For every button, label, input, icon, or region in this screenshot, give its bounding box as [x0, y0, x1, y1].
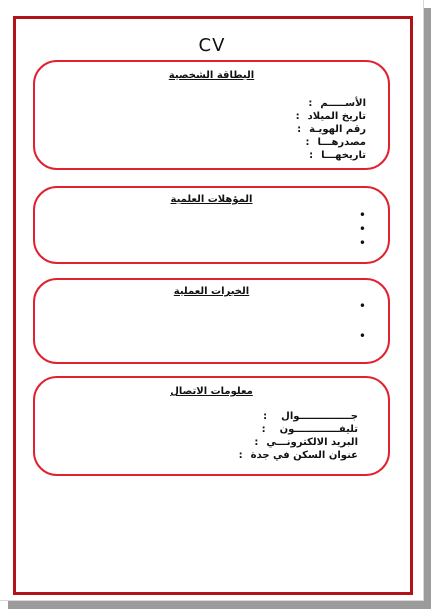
personal-info-section	[33, 60, 390, 170]
contact-heading: معلومات الاتصال	[170, 386, 253, 397]
qualification-bullet: •	[358, 208, 366, 222]
cv-title: CV	[198, 35, 226, 56]
contact-fields	[239, 410, 358, 462]
experience-bullet: •	[358, 329, 366, 343]
field-telephone: تليفـــــــــــــون:	[261, 424, 358, 435]
experience-bullet: •	[358, 299, 366, 313]
field-mobile: جـــــــــــــــوال:	[263, 411, 358, 422]
field-id-date: تاريخهـــا:	[309, 150, 366, 161]
page-shadow-bottom	[8, 601, 431, 609]
field-email: البريد الالكترونـــي:	[254, 437, 358, 448]
page-shadow-right	[424, 8, 431, 609]
qualifications-section	[33, 186, 390, 264]
field-name: الأســـــم:	[308, 98, 366, 109]
field-id-number: رقم الهويـة:	[297, 124, 366, 135]
personal-info-fields	[296, 97, 366, 162]
field-address: عنوان السكن في جدة:	[238, 450, 358, 461]
qualifications-heading: المؤهلات العلمية	[170, 194, 253, 205]
field-id-source: مصدرهـــا:	[305, 137, 366, 148]
contact-section	[33, 376, 390, 476]
qualifications-list	[359, 208, 366, 250]
personal-info-heading: البطاقة الشخصية	[168, 70, 255, 81]
experience-section	[33, 278, 390, 364]
qualification-bullet: •	[358, 236, 366, 250]
experience-heading: الخبرات العملية	[173, 286, 250, 297]
qualification-bullet: •	[358, 222, 366, 236]
experience-list	[359, 299, 366, 343]
field-birthdate: تاريخ الميلاد:	[295, 111, 366, 122]
